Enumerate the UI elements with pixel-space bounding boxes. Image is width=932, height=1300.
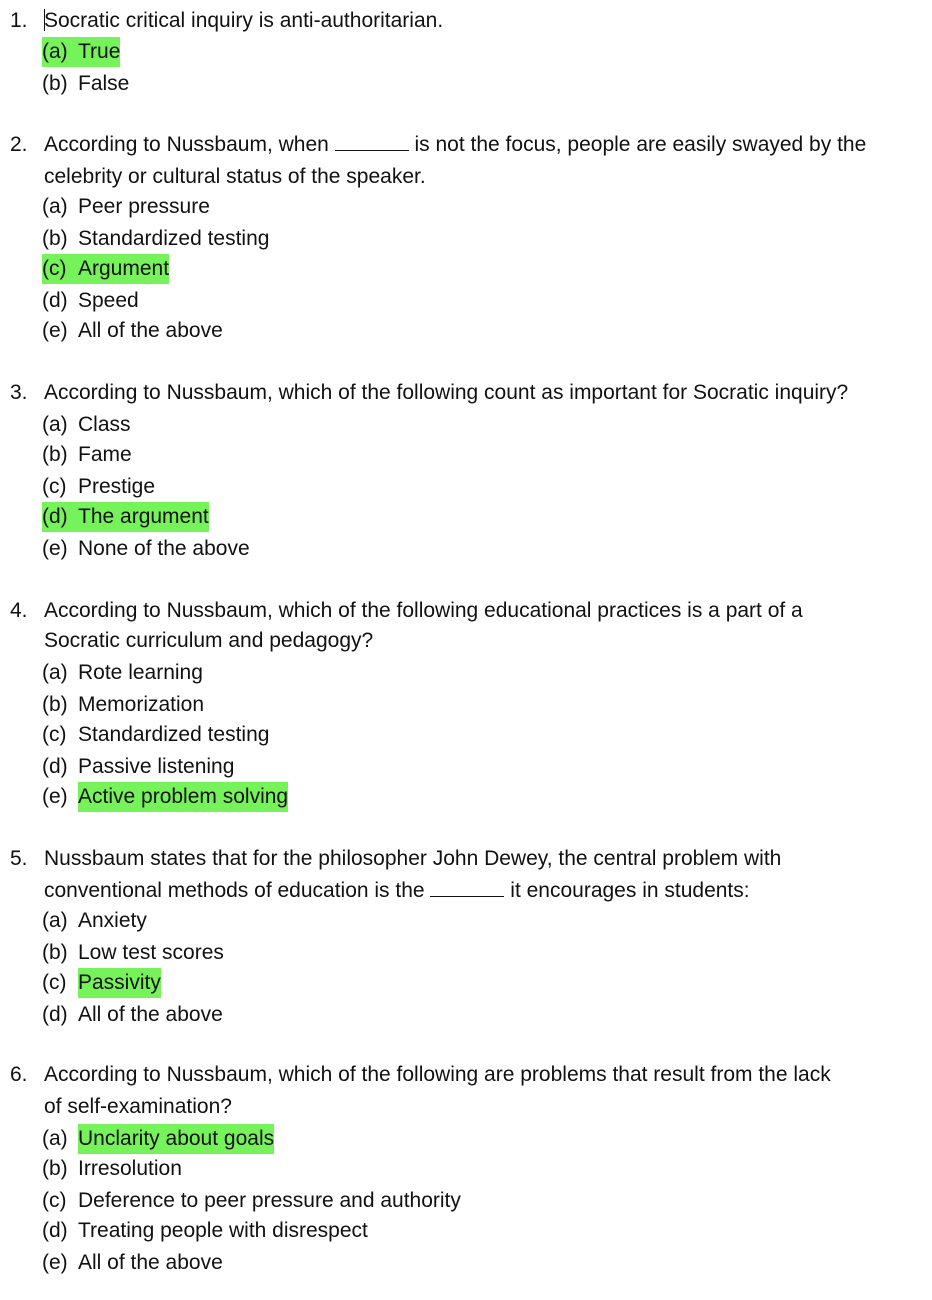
option-text: Class bbox=[78, 413, 131, 436]
option-letter: (d) bbox=[42, 1219, 68, 1242]
option-text: Fame bbox=[78, 443, 132, 466]
option-c[interactable] bbox=[42, 968, 161, 998]
option-letter: (a) bbox=[42, 909, 68, 932]
option-b[interactable] bbox=[42, 440, 132, 470]
option-letter: (e) bbox=[42, 785, 68, 808]
option-a[interactable] bbox=[42, 906, 147, 936]
option-e[interactable] bbox=[42, 782, 288, 812]
option-d[interactable] bbox=[42, 752, 234, 782]
option-letter: (c) bbox=[42, 723, 67, 746]
option-letter: (d) bbox=[42, 1003, 68, 1026]
option-text: Passive listening bbox=[78, 755, 235, 778]
option-letter: (a) bbox=[42, 195, 68, 218]
option-letter: (c) bbox=[42, 971, 67, 994]
question-number: 5. bbox=[10, 847, 28, 870]
option-text: Standardized testing bbox=[78, 227, 270, 250]
option-e[interactable] bbox=[42, 534, 250, 564]
answer-highlight: Unclarity about goals bbox=[78, 1124, 274, 1154]
option-b[interactable] bbox=[42, 1154, 182, 1184]
option-letter: (d) bbox=[42, 755, 68, 778]
option-letter: (a) bbox=[42, 40, 68, 63]
option-letter: (b) bbox=[42, 1157, 68, 1180]
question-number: 3. bbox=[10, 381, 28, 404]
question-stem-line-2: of self-examination? bbox=[44, 1095, 232, 1118]
option-text: Prestige bbox=[78, 475, 156, 498]
option-text: None of the above bbox=[78, 537, 250, 560]
question-number: 4. bbox=[10, 599, 28, 622]
question-number: 1. bbox=[10, 9, 28, 32]
question-stem-line-1: According to Nussbaum, which of the following count as important for Socratic inquiry? bbox=[44, 381, 849, 404]
question-stem-line-1: Nussbaum states that for the philosopher John Dewey, the central problem with bbox=[44, 847, 782, 870]
option-text: Peer pressure bbox=[78, 195, 210, 218]
option-b[interactable] bbox=[42, 69, 129, 99]
option-d[interactable] bbox=[42, 502, 209, 532]
option-c[interactable] bbox=[42, 1186, 461, 1216]
answer-highlight: Passivity bbox=[78, 968, 161, 998]
option-e[interactable] bbox=[42, 316, 223, 346]
answer-highlight bbox=[42, 254, 169, 284]
option-letter: (e) bbox=[42, 1251, 68, 1274]
option-letter: (e) bbox=[42, 537, 68, 560]
option-b[interactable] bbox=[42, 224, 269, 254]
option-letter: (e) bbox=[42, 319, 68, 342]
option-text: Memorization bbox=[78, 693, 205, 716]
option-letter: (c) bbox=[42, 1189, 67, 1212]
option-text: All of the above bbox=[78, 1251, 223, 1274]
option-b[interactable] bbox=[42, 690, 204, 720]
option-letter: (a) bbox=[42, 1127, 68, 1150]
question-stem-line-2: Socratic curriculum and pedagogy? bbox=[44, 629, 374, 652]
option-letter: (b) bbox=[42, 443, 68, 466]
option-text: All of the above bbox=[78, 1003, 223, 1026]
option-text: The argument bbox=[78, 505, 209, 528]
question-stem-line-1: According to Nussbaum, which of the following are problems that result from the lack bbox=[44, 1063, 831, 1086]
option-text: False bbox=[78, 72, 130, 95]
option-d[interactable] bbox=[42, 286, 139, 316]
option-text: Speed bbox=[78, 289, 139, 312]
question-number: 2. bbox=[10, 133, 28, 156]
question-stem-line-2: celebrity or cultural status of the speaker. bbox=[44, 165, 426, 188]
option-text: Low test scores bbox=[78, 941, 224, 964]
question-stem-line-2: conventional methods of education is the it encourages in students: bbox=[44, 879, 750, 902]
fill-in-blank bbox=[335, 132, 409, 151]
option-d[interactable] bbox=[42, 1216, 368, 1246]
option-text: All of the above bbox=[78, 319, 223, 342]
question-number: 6. bbox=[10, 1063, 28, 1086]
option-a[interactable] bbox=[42, 192, 210, 222]
fill-in-blank bbox=[430, 878, 504, 897]
question-stem-line-1: According to Nussbaum, when is not the focus, people are easily swayed by the bbox=[44, 133, 867, 156]
option-letter: (c) bbox=[42, 475, 67, 498]
option-a[interactable] bbox=[42, 410, 131, 440]
option-letter: (b) bbox=[42, 941, 68, 964]
option-b[interactable] bbox=[42, 938, 224, 968]
option-c[interactable] bbox=[42, 254, 169, 284]
option-text: Irresolution bbox=[78, 1157, 182, 1180]
option-text: Rote learning bbox=[78, 661, 203, 684]
option-a[interactable] bbox=[42, 1124, 274, 1154]
option-text: Standardized testing bbox=[78, 723, 270, 746]
option-c[interactable] bbox=[42, 472, 155, 502]
option-letter: (b) bbox=[42, 227, 68, 250]
option-text: Treating people with disrespect bbox=[78, 1219, 368, 1242]
option-letter: (d) bbox=[42, 289, 68, 312]
option-text: Argument bbox=[78, 257, 170, 280]
question-stem-line-1: According to Nussbaum, which of the following educational practices is a part of a bbox=[44, 599, 803, 622]
option-a[interactable] bbox=[42, 37, 120, 67]
option-text: True bbox=[78, 40, 121, 63]
option-letter: (c) bbox=[42, 257, 67, 280]
option-a[interactable] bbox=[42, 658, 203, 688]
option-e[interactable] bbox=[42, 1248, 223, 1278]
answer-highlight bbox=[42, 37, 120, 67]
option-text: Deference to peer pressure and authority bbox=[78, 1189, 461, 1212]
answer-highlight: Active problem solving bbox=[78, 782, 288, 812]
question-stem: Socratic critical inquiry is anti-authoritarian. bbox=[44, 9, 444, 32]
option-d[interactable] bbox=[42, 1000, 223, 1030]
answer-highlight bbox=[42, 502, 209, 532]
option-letter: (a) bbox=[42, 413, 68, 436]
option-letter: (a) bbox=[42, 661, 68, 684]
option-text: Anxiety bbox=[78, 909, 147, 932]
option-letter: (b) bbox=[42, 72, 68, 95]
option-letter: (b) bbox=[42, 693, 68, 716]
option-c[interactable] bbox=[42, 720, 269, 750]
option-letter: (d) bbox=[42, 505, 68, 528]
